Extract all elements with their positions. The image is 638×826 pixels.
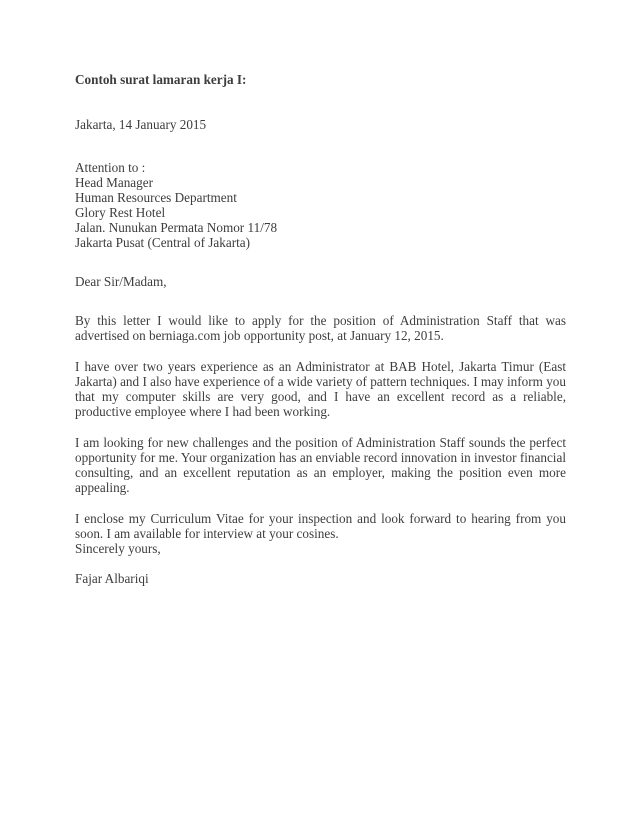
address-line-attention: Attention to : (75, 160, 146, 175)
address-line-recipient: Head Manager (75, 175, 153, 190)
letter-paragraph-enclosure: I enclose my Curriculum Vitae for your inspection and look forward to hearing from you soon. I am available for interview at your cosines. (75, 511, 566, 541)
recipient-address-block (75, 160, 566, 250)
letter-salutation: Dear Sir/Madam, (75, 274, 167, 289)
letter-signature-name: Fajar Albariqi (75, 571, 149, 586)
address-line-department: Human Resources Department (75, 190, 237, 205)
letter-closing: Sincerely yours, (75, 541, 161, 556)
letter-title: Contoh surat lamaran kerja I: (75, 72, 247, 87)
letter-paragraph-experience: I have over two years experience as an Administrator at BAB Hotel, Jakarta Timur (East Jakarta) and I also have experience of a wide variety of pattern techniques. I may inform you that my computer skills are very good, and I have an excellent record as a reliable, productive employee where I had been working. (75, 359, 566, 419)
address-line-city: Jakarta Pusat (Central of Jakarta) (75, 235, 251, 250)
letter-paragraph-motivation: I am looking for new challenges and the position of Administration Staff sounds the perfect opportunity for me. Your organization has an enviable record innovation in investor financial consulting, and an excellent reputation as an employer, making the position even more appealing. (75, 435, 566, 495)
address-line-street: Jalan. Nunukan Permata Nomor 11/78 (75, 220, 278, 235)
letter-dateline: Jakarta, 14 January 2015 (75, 117, 207, 132)
letter-paragraph-intro: By this letter I would like to apply for the position of Administration Staff that was advertised on berniaga.com job opportunity post, at January 12, 2015. (75, 313, 566, 343)
application-letter (75, 72, 566, 586)
address-line-company: Glory Rest Hotel (75, 205, 166, 220)
